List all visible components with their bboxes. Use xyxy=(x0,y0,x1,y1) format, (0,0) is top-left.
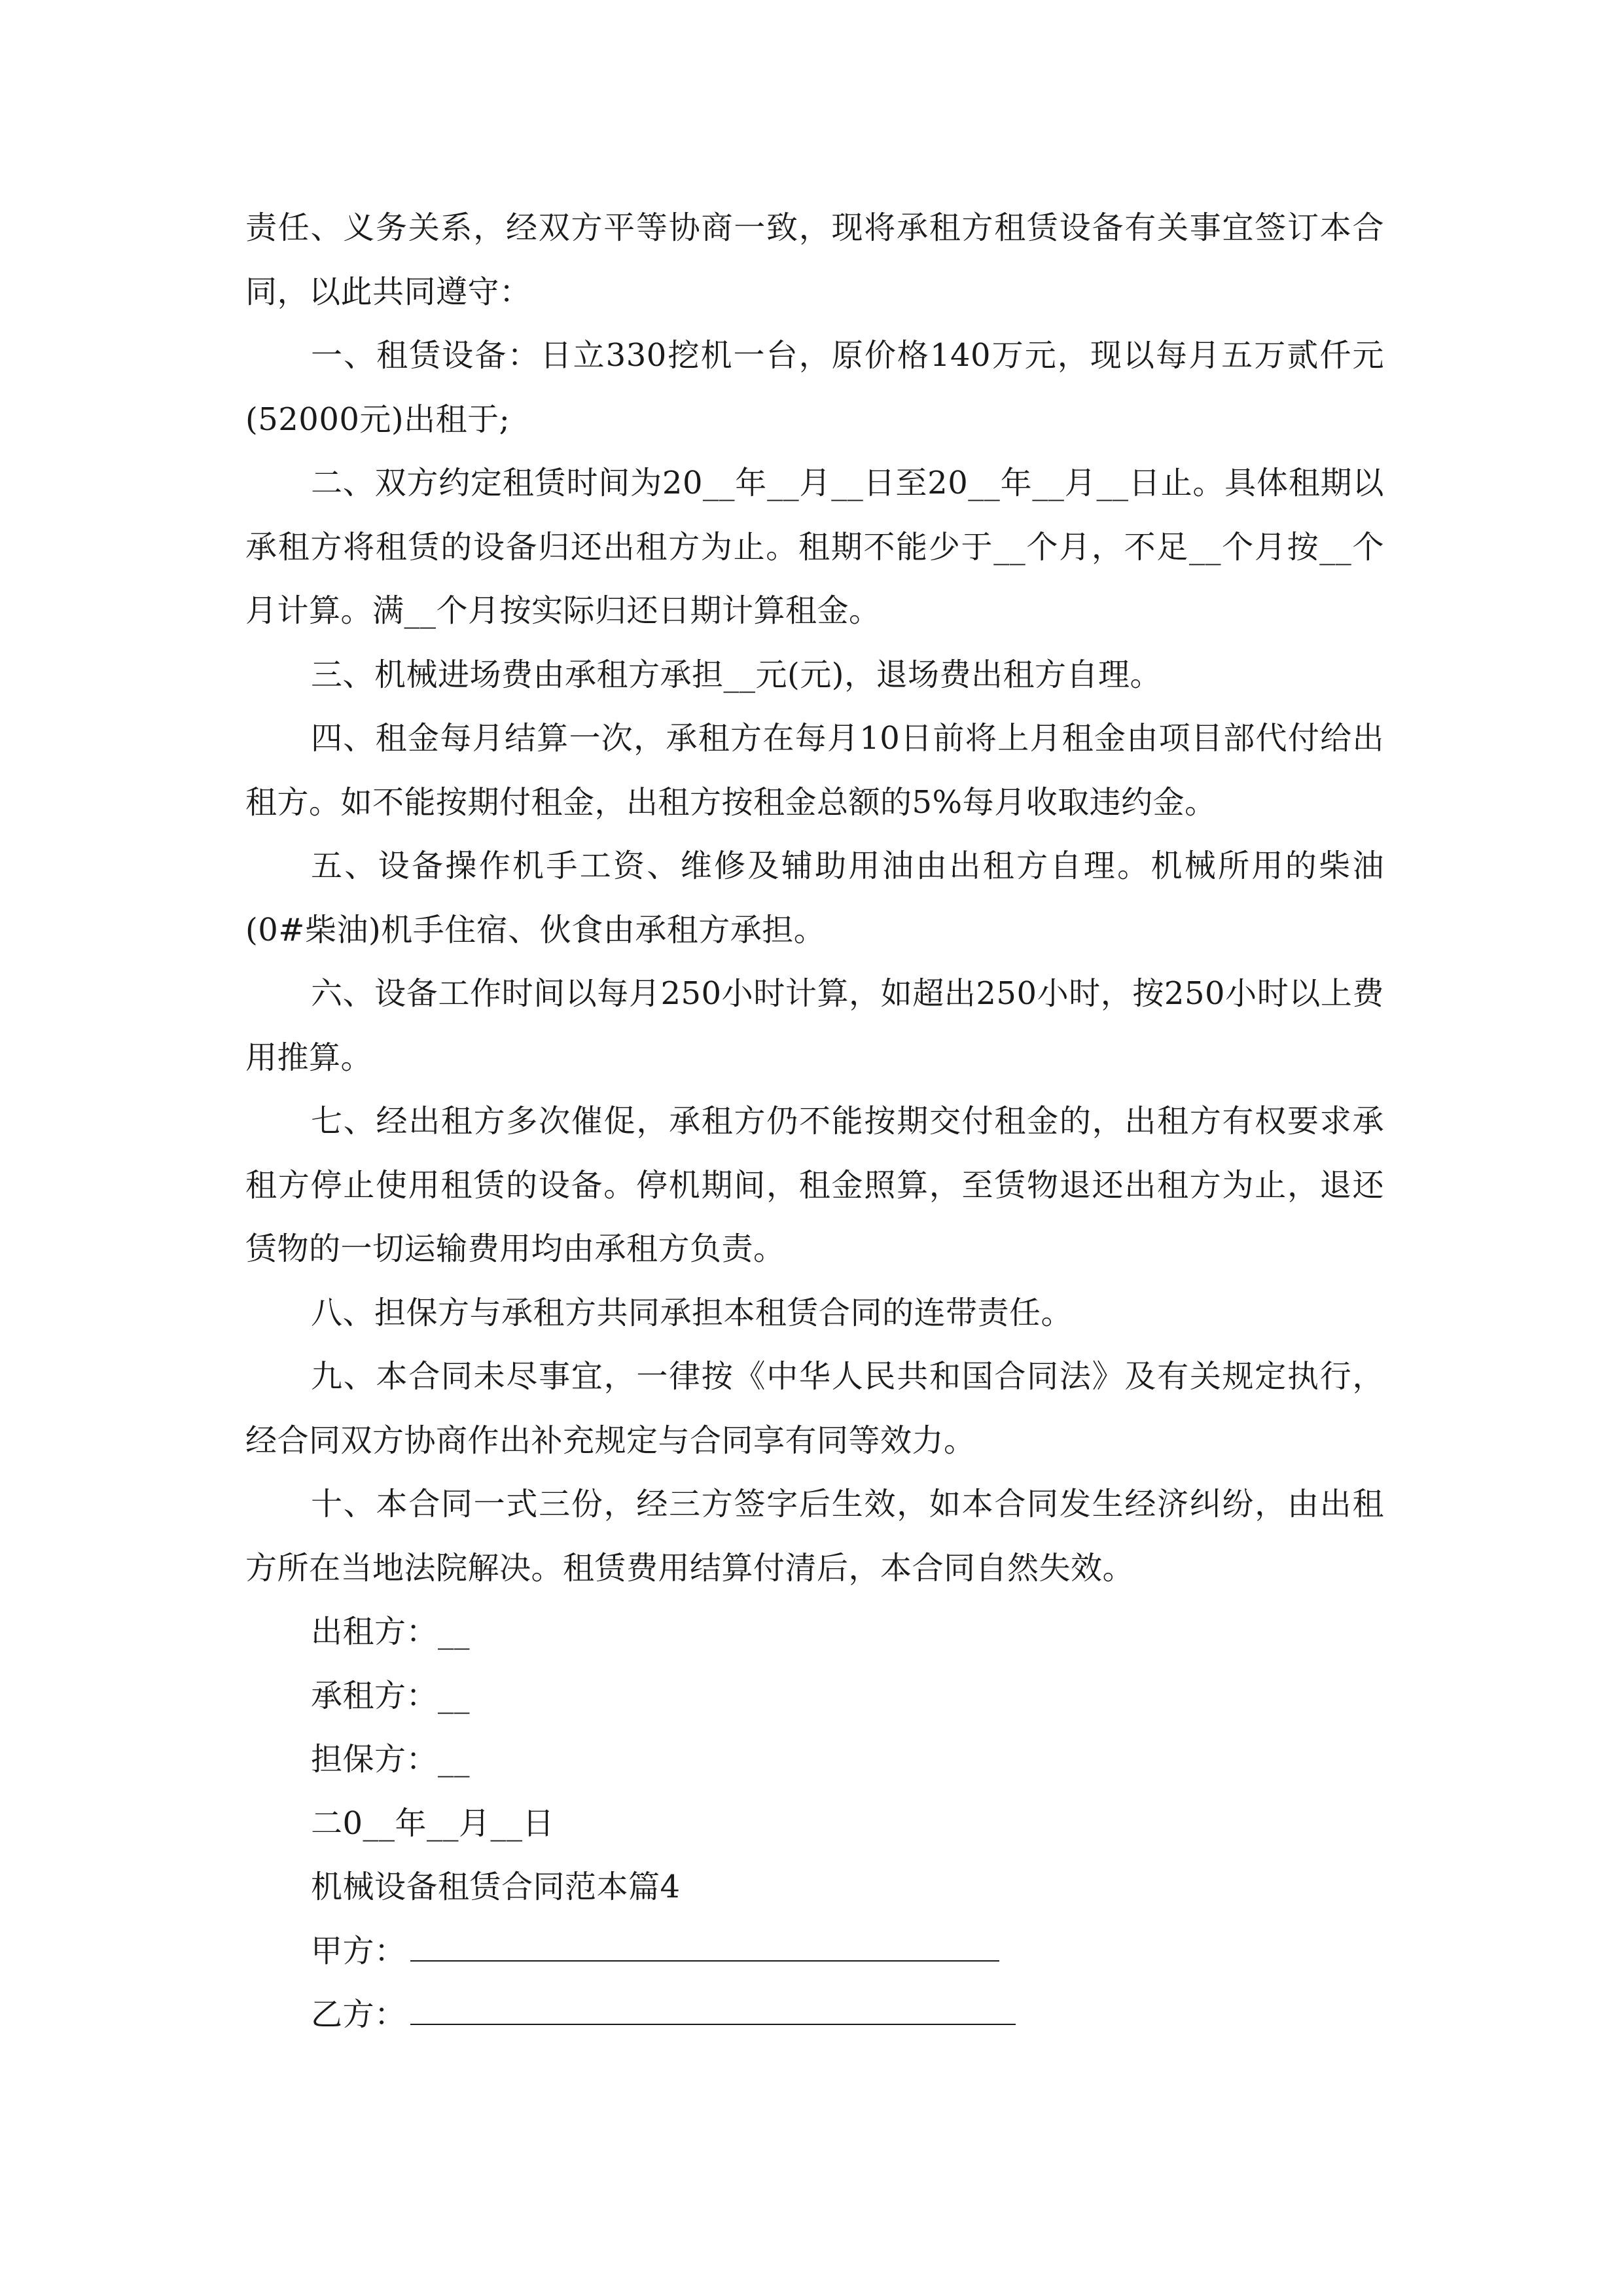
signature-lessee: 承租方：__ xyxy=(311,1677,471,1714)
clause-10-copies: 十、本合同一式三份，经三方签字后生效，如本合同发生经济纠纷，由出租方所在当地法院解决。租赁费用结算付清后，本合同自然失效。 xyxy=(245,1486,1384,1587)
clause-3-entry-fee: 三、机械进场费由承租方承担__元(元)，退场费出租方自理。 xyxy=(311,656,1162,693)
clause-7-default: 七、经出租方多次催促，承租方仍不能按期交付租金的，出租方有权要求承租方停止使用租赁的设备。停机期间，租金照算，至赁物退还出租方为止，退还赁物的一切运输费用均由承租方负责。 xyxy=(245,1103,1384,1267)
clause-5-operator-costs: 五、设备操作机手工资、维修及辅助用油由出租方自理。机械所用的柴油(0#柴油)机手住宿、伙食由承租方承担。 xyxy=(245,848,1384,948)
next-section-heading: 机械设备租赁合同范本篇4 xyxy=(311,1869,681,1905)
party-a-blank-line xyxy=(410,1937,999,1962)
clause-4-rent-settlement: 四、租金每月结算一次，承租方在每月10日前将上月租金由项目部代付给出租方。如不能按期付租金，出租方按租金总额的5%每月收取违约金。 xyxy=(245,720,1384,821)
clause-8-guarantor: 八、担保方与承租方共同承担本租赁合同的连带责任。 xyxy=(311,1294,1073,1331)
signature-date: 二0__年__月__日 xyxy=(311,1804,555,1842)
clause-1-equipment: 一、租赁设备：日立330挖机一台，原价格140万元，现以每月五万贰仟元(52000元)出租于; xyxy=(245,337,1384,438)
signature-guarantor: 担保方：__ xyxy=(311,1741,471,1778)
party-b-label: 乙方： xyxy=(311,1996,406,2033)
clause-9-supplementary: 九、本合同未尽事宜，一律按《中华人民共和国合同法》及有关规定执行，经合同双方协商作出补充规定与合同享有同等效力。 xyxy=(245,1358,1384,1459)
contract-body xyxy=(245,196,1384,2047)
clause-6-working-hours: 六、设备工作时间以每月250小时计算，如超出250小时，按250小时以上费用推算。 xyxy=(245,975,1384,1076)
signature-lessor: 出租方：__ xyxy=(311,1613,471,1650)
party-b-row xyxy=(245,1983,1384,2047)
paragraph-intro-continuation: 责任、义务关系，经双方平等协商一致，现将承租方租赁设备有关事宜签订本合同，以此共同遵守： xyxy=(245,209,1384,310)
party-a-label: 甲方： xyxy=(311,1932,406,1969)
party-a-row xyxy=(245,1920,1384,1984)
clause-2-lease-term: 二、双方约定租赁时间为20__年__月__日至20__年__月__日止。具体租期以承租方将租赁的设备归还出租方为止。租期不能少于__个月，不足__个月按__个月计算。满__个月按实际归还日期计算租金。 xyxy=(245,465,1384,629)
party-b-blank-line xyxy=(410,2000,1016,2025)
